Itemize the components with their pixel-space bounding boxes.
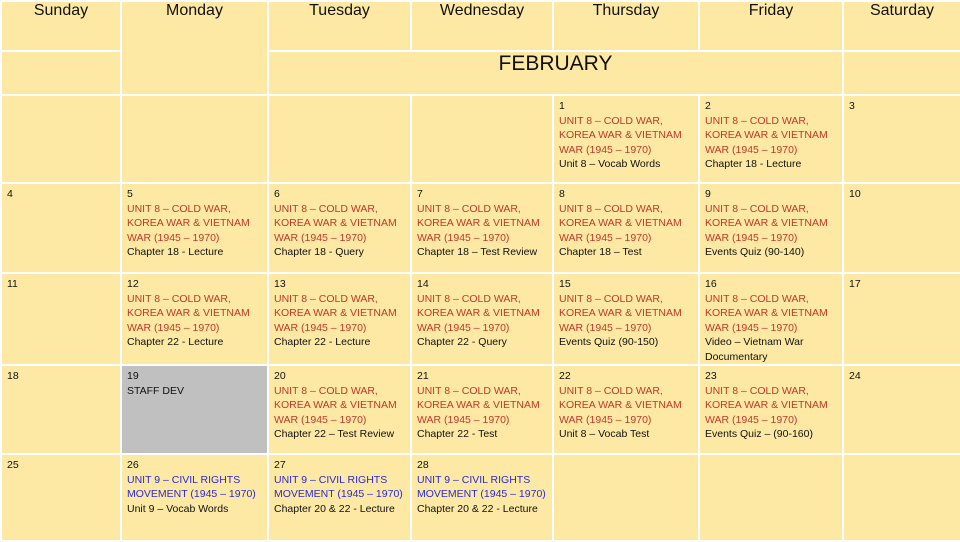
day-cell xyxy=(553,454,699,541)
day-number: 21 xyxy=(417,370,429,382)
unit-title: UNIT 8 – COLD WAR, KOREA WAR & VIETNAM WAR (1945 – 1970) xyxy=(559,202,682,244)
day-cell xyxy=(411,95,553,183)
day-cell xyxy=(411,273,553,365)
day-activity: Unit 8 – Vocab Words xyxy=(559,158,661,170)
day-cell xyxy=(699,273,843,365)
day-number: 14 xyxy=(417,278,429,290)
day-activity: Chapter 20 & 22 - Lecture xyxy=(274,502,395,515)
day-number: 5 xyxy=(127,188,133,200)
unit-title: UNIT 8 – COLD WAR, KOREA WAR & VIETNAM WAR (1945 – 1970) xyxy=(559,292,682,334)
day-number: 26 xyxy=(127,459,139,471)
day-number: 9 xyxy=(705,188,711,200)
unit-title: UNIT 9 – CIVIL RIGHTS MOVEMENT (1945 – 1970) xyxy=(127,473,256,500)
header-spacer-sunday xyxy=(1,51,121,95)
day-cell xyxy=(553,95,699,183)
day-cell xyxy=(1,273,121,365)
day-cell xyxy=(268,183,411,273)
unit-title: UNIT 8 – COLD WAR, KOREA WAR & VIETNAM WAR (1945 – 1970) xyxy=(417,384,540,426)
weekday-friday: Friday xyxy=(699,1,843,51)
day-cell xyxy=(699,95,843,183)
day-number: 27 xyxy=(274,459,286,471)
day-cell xyxy=(411,365,553,454)
unit-title: UNIT 8 – COLD WAR, KOREA WAR & VIETNAM WAR (1945 – 1970) xyxy=(274,202,397,244)
day-cell xyxy=(553,183,699,273)
day-activity: Unit 8 – Vocab Test xyxy=(559,428,650,440)
weeks-body xyxy=(1,95,960,541)
day-cell xyxy=(1,183,121,273)
day-number: 3 xyxy=(849,100,855,112)
unit-title: UNIT 8 – COLD WAR, KOREA WAR & VIETNAM WAR (1945 – 1970) xyxy=(274,384,397,426)
day-cell xyxy=(843,273,960,365)
day-activity: Chapter 22 - Query xyxy=(417,336,507,348)
day-activity: Chapter 18 - Query xyxy=(274,246,364,258)
day-activity: Chapter 22 - Lecture xyxy=(274,336,371,348)
weekday-saturday: Saturday xyxy=(843,1,960,51)
day-number: 24 xyxy=(849,370,861,382)
day-number: 2 xyxy=(705,100,711,112)
week-row xyxy=(1,365,960,454)
day-activity: Chapter 22 – Test Review xyxy=(274,428,395,440)
day-cell xyxy=(121,454,268,541)
day-cell xyxy=(268,95,411,183)
unit-title: UNIT 8 – COLD WAR, KOREA WAR & VIETNAM WAR (1945 – 1970) xyxy=(559,384,682,426)
day-activity: Events Quiz (90-140) xyxy=(705,246,805,258)
day-number: 17 xyxy=(849,278,861,290)
day-number: 20 xyxy=(274,370,286,382)
day-activity: Chapter 18 – Test xyxy=(559,246,642,258)
unit-title: UNIT 8 – COLD WAR, KOREA WAR & VIETNAM WAR (1945 – 1970) xyxy=(705,202,828,244)
day-cell xyxy=(411,183,553,273)
day-number: 8 xyxy=(559,188,565,200)
month-title: FEBRUARY xyxy=(268,51,843,95)
day-cell xyxy=(553,365,699,454)
day-number: 28 xyxy=(417,459,429,471)
unit-title: UNIT 8 – COLD WAR, KOREA WAR & VIETNAM WAR (1945 – 1970) xyxy=(417,292,540,334)
unit-title: UNIT 8 – COLD WAR, KOREA WAR & VIETNAM WAR (1945 – 1970) xyxy=(705,292,828,334)
day-cell xyxy=(121,365,268,454)
day-cell xyxy=(411,454,553,541)
unit-title: UNIT 8 – COLD WAR, KOREA WAR & VIETNAM WAR (1945 – 1970) xyxy=(127,292,250,334)
weekday-thursday: Thursday xyxy=(553,1,699,51)
day-activity: Chapter 18 – Test Review xyxy=(417,246,538,258)
unit-title: UNIT 8 – COLD WAR, KOREA WAR & VIETNAM WAR (1945 – 1970) xyxy=(127,202,250,244)
day-activity: Chapter 22 - Lecture xyxy=(127,336,224,348)
day-number: 1 xyxy=(559,100,565,112)
week-row xyxy=(1,95,960,183)
day-activity: STAFF DEV xyxy=(127,384,184,397)
day-number: 15 xyxy=(559,278,571,290)
unit-title: UNIT 9 – CIVIL RIGHTS MOVEMENT (1945 – 1970) xyxy=(417,473,546,500)
day-activity: Chapter 20 & 22 - Lecture xyxy=(417,502,538,515)
weekday-sunday: Sunday xyxy=(1,1,121,51)
day-cell xyxy=(1,454,121,541)
day-cell xyxy=(268,365,411,454)
day-activity: Chapter 18 - Lecture xyxy=(705,158,802,170)
weekday-monday: Monday xyxy=(121,1,268,95)
day-number: 12 xyxy=(127,278,139,290)
unit-title: UNIT 8 – COLD WAR, KOREA WAR & VIETNAM WAR (1945 – 1970) xyxy=(559,114,682,156)
day-number: 13 xyxy=(274,278,286,290)
day-cell xyxy=(699,365,843,454)
unit-title: UNIT 8 – COLD WAR, KOREA WAR & VIETNAM WAR (1945 – 1970) xyxy=(705,114,828,156)
week-row xyxy=(1,454,960,541)
day-activity: Chapter 22 - Test xyxy=(417,428,498,440)
day-cell xyxy=(121,95,268,183)
week-row xyxy=(1,183,960,273)
day-activity: Events Quiz (90-150) xyxy=(559,336,659,348)
day-cell xyxy=(121,273,268,365)
day-number: 16 xyxy=(705,278,717,290)
day-cell xyxy=(268,273,411,365)
day-activity: Chapter 18 - Lecture xyxy=(127,246,224,258)
unit-title: UNIT 9 – CIVIL RIGHTS MOVEMENT (1945 – 1970) xyxy=(274,473,403,500)
day-cell xyxy=(553,273,699,365)
day-number: 25 xyxy=(7,459,19,471)
day-activity: Video – Vietnam War Documentary xyxy=(705,336,804,363)
day-cell xyxy=(1,365,121,454)
day-cell xyxy=(843,365,960,454)
day-number: 23 xyxy=(705,370,717,382)
week-row xyxy=(1,273,960,365)
day-cell xyxy=(699,454,843,541)
day-number: 4 xyxy=(7,188,13,200)
day-activity: Unit 9 – Vocab Words xyxy=(127,502,229,515)
unit-title: UNIT 8 – COLD WAR, KOREA WAR & VIETNAM WAR (1945 – 1970) xyxy=(274,292,397,334)
day-number: 7 xyxy=(417,188,423,200)
day-cell xyxy=(843,95,960,183)
day-cell xyxy=(843,183,960,273)
day-cell xyxy=(1,95,121,183)
weekday-wednesday: Wednesday xyxy=(411,1,553,51)
day-cell xyxy=(268,454,411,541)
day-number: 22 xyxy=(559,370,571,382)
day-activity: Events Quiz – (90-160) xyxy=(705,428,813,440)
day-cell xyxy=(121,183,268,273)
weekday-header-row xyxy=(1,1,960,51)
day-number: 10 xyxy=(849,188,861,200)
day-number: 6 xyxy=(274,188,280,200)
unit-title: UNIT 8 – COLD WAR, KOREA WAR & VIETNAM WAR (1945 – 1970) xyxy=(705,384,828,426)
day-cell xyxy=(699,183,843,273)
weekday-tuesday: Tuesday xyxy=(268,1,411,51)
unit-title: UNIT 8 – COLD WAR, KOREA WAR & VIETNAM WAR (1945 – 1970) xyxy=(417,202,540,244)
header-spacer-right xyxy=(843,51,960,95)
day-number: 18 xyxy=(7,370,19,382)
day-cell xyxy=(843,454,960,541)
day-number: 19 xyxy=(127,370,139,382)
day-number: 11 xyxy=(7,278,18,290)
